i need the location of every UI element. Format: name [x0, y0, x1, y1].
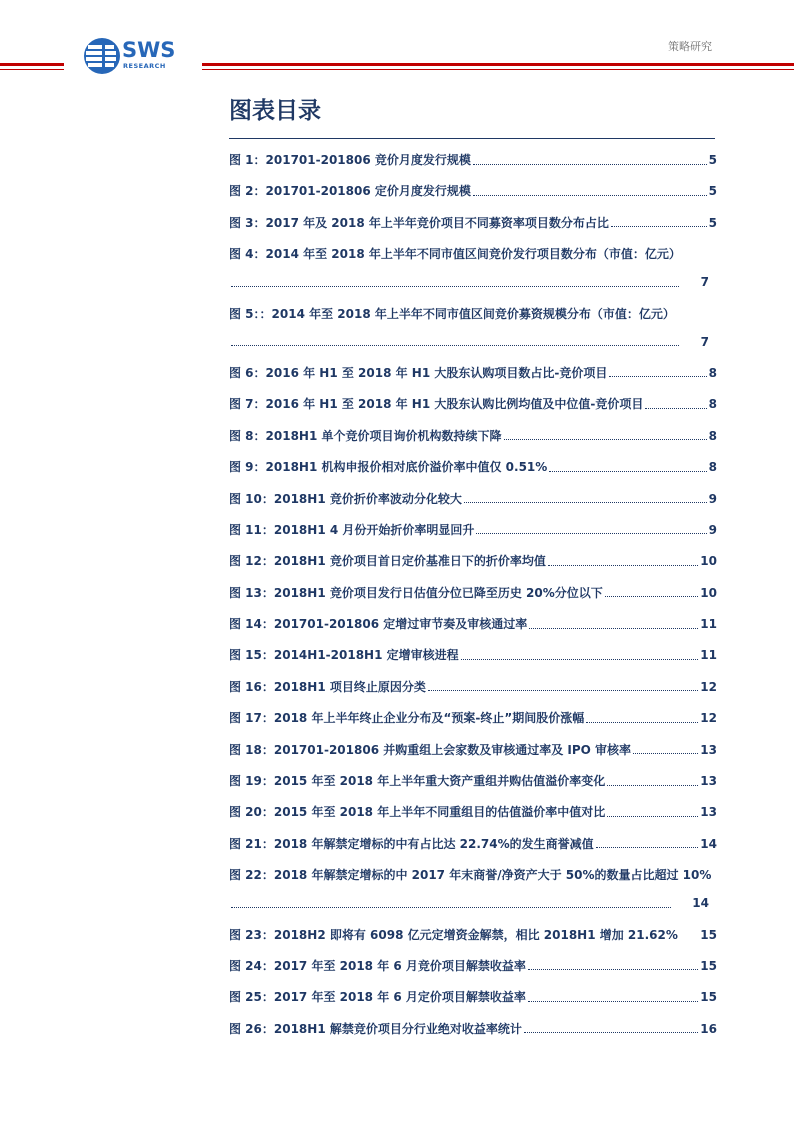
header-rule-right-thin: [202, 69, 794, 70]
toc-entry[interactable]: [229, 867, 717, 911]
toc-entry[interactable]: [229, 553, 717, 569]
header-rule-left-thin: [0, 69, 64, 70]
toc-entry[interactable]: [229, 958, 717, 974]
toc-entry-page: 8: [708, 460, 717, 475]
toc-leader-dots: [633, 753, 698, 754]
toc-entry-label: 图 13：2018H1 竞价项目发行日估值分位已降至历史 20%分位以下: [229, 585, 603, 600]
toc-leader-dots: [586, 722, 698, 723]
toc-entry[interactable]: [229, 428, 717, 444]
toc-entry[interactable]: [229, 585, 717, 601]
toc-leader-dots: [473, 195, 707, 196]
toc-leader-dots: [609, 376, 706, 377]
toc-leader-dots: [548, 565, 698, 566]
toc-entry[interactable]: [229, 522, 717, 538]
toc-entry-page: 9: [708, 491, 717, 506]
toc-entry-page: 5: [708, 184, 717, 199]
toc-leader-dots: [428, 690, 698, 691]
toc-entry-label: 图 25：2017 年至 2018 年 6 月定价项目解禁收益率: [229, 990, 526, 1005]
toc-entry-label: 图 22：2018 年解禁定增标的中 2017 年末商誉/净资产大于 50%的数量占比超过 10%: [229, 868, 712, 883]
toc-entry[interactable]: [229, 152, 717, 168]
toc-entry[interactable]: [229, 773, 717, 789]
toc-entry[interactable]: [229, 306, 717, 350]
logo-subtext: RESEARCH: [123, 62, 166, 70]
toc-leader-dots: [607, 816, 698, 817]
toc-entry[interactable]: [229, 183, 717, 199]
page-title: 图表目录: [229, 98, 321, 124]
toc-entry-label: 图 1：201701-201806 竞价月度发行规模: [229, 153, 471, 167]
toc-entry[interactable]: [229, 836, 717, 852]
toc-entry[interactable]: [229, 491, 717, 507]
toc-entry-page: 8: [708, 397, 717, 412]
toc-leader-dots: [528, 969, 698, 970]
toc-entry[interactable]: [229, 616, 717, 632]
toc-entry-label: 图 24：2017 年至 2018 年 6 月竞价项目解禁收益率: [229, 958, 526, 973]
toc-entry[interactable]: [229, 647, 717, 663]
header-rule-left-thick: [0, 63, 64, 66]
toc-entry-page: 13: [700, 774, 717, 789]
toc-leader-dots: [611, 226, 707, 227]
toc-entry[interactable]: [229, 459, 717, 475]
toc-entry-label: 图 10：2018H1 竞价折价率波动分化较大: [229, 491, 462, 506]
toc-entry-page: 5: [708, 215, 717, 230]
toc-entry-label: 图 7：2016 年 H1 至 2018 年 H1 大股东认购比例均值及中位值-竞价项目: [229, 397, 644, 412]
toc-entry-label: 图 14：201701-201806 定增过审节奏及审核通过率: [229, 617, 528, 632]
toc-leader-dots: [607, 785, 698, 786]
toc-leader-dots: [549, 471, 706, 472]
toc-entry-page: 10: [700, 585, 717, 600]
toc-entry-page: 15: [700, 990, 717, 1005]
toc-entry-page: 14: [700, 836, 717, 851]
toc-entry-page: 9: [708, 522, 717, 537]
toc-entry-label: 图 19：2015 年至 2018 年上半年重大资产重组并购估值溢价率变化: [229, 774, 606, 789]
toc-entry-label: 图 4：2014 年至 2018 年上半年不同市值区间竞价发行项目数分布（市值：亿元）: [229, 247, 681, 262]
toc-entry[interactable]: [229, 679, 717, 695]
toc-leader-dots: [529, 628, 698, 629]
toc-entry-page: 13: [700, 742, 717, 757]
toc-entry-label: 图 3：2017 年及 2018 年上半年竞价项目不同募资率项目数分布占比: [229, 215, 609, 230]
toc-entry[interactable]: [229, 246, 717, 290]
toc-entry-label: 图 9：2018H1 机构申报价相对底价溢价率中值仅 0.51%: [229, 460, 548, 475]
toc-entry-page: 5: [708, 153, 717, 167]
toc-entry-label: 图 2：201701-201806 定价月度发行规模: [229, 184, 471, 199]
section-label: 策略研究: [668, 40, 712, 53]
toc-entry-label: 图 5：：2014 年至 2018 年上半年不同市值区间竞价募资规模分布（市值：亿元）: [229, 306, 675, 321]
toc-entry-page: 14: [692, 896, 709, 911]
toc-entry-label: 图 18：201701-201806 并购重组上会家数及审核通过率及 IPO 审核率: [229, 742, 632, 757]
toc-leader-dots: [464, 502, 707, 503]
toc-entry[interactable]: [229, 742, 717, 758]
toc-entry[interactable]: [229, 365, 717, 381]
toc-leader-dots: [596, 847, 699, 848]
toc-entry-page: 16: [700, 1021, 717, 1036]
toc-entry-label: 图 16：2018H1 项目终止原因分类: [229, 679, 426, 694]
toc-leader-dots: [524, 1032, 698, 1033]
toc-entry-page: 11: [700, 617, 717, 632]
toc-entry[interactable]: [229, 989, 717, 1005]
toc-entry-label: 图 11：2018H1 4 月份开始折价率明显回升: [229, 522, 475, 537]
toc-entry-label: 图 26：2018H1 解禁竞价项目分行业绝对收益率统计: [229, 1021, 522, 1036]
toc-leader-dots: [231, 345, 679, 346]
toc-entry-page: 12: [700, 679, 717, 694]
figure-list: [229, 152, 717, 1052]
toc-entry-label: 图 12：2018H1 竞价项目首日定价基准日下的折价率均值: [229, 554, 546, 569]
toc-entry[interactable]: [229, 396, 717, 412]
toc-entry-page: 7: [700, 334, 709, 349]
toc-entry-label: 图 21：2018 年解禁定增标的中有占比达 22.74%的发生商誉减值: [229, 836, 594, 851]
toc-entry-page: 15: [700, 927, 717, 942]
logo-text: SWS: [122, 38, 176, 62]
toc-leader-dots: [461, 659, 699, 660]
toc-leader-dots: [231, 286, 679, 287]
toc-leader-dots: [231, 907, 671, 908]
toc-entry-page: 10: [700, 554, 717, 569]
toc-entry-label: 图 17：2018 年上半年终止企业分布及“预案-终止”期间股价涨幅: [229, 711, 585, 726]
toc-entry-page: 12: [700, 711, 717, 726]
toc-leader-dots: [504, 439, 707, 440]
toc-entry-page: 15: [700, 958, 717, 973]
toc-entry[interactable]: [229, 215, 717, 231]
toc-entry[interactable]: [229, 927, 717, 943]
toc-entry-page: 7: [700, 275, 709, 290]
toc-leader-dots: [473, 164, 707, 165]
toc-entry-page: 8: [708, 365, 717, 380]
toc-entry-page: 8: [708, 428, 717, 443]
toc-entry-label: 图 23：2018H2 即将有 6098 亿元定增资金解禁，相比 2018H1 增加 21.62%: [229, 927, 678, 942]
toc-entry-page: 13: [700, 805, 717, 820]
sws-logo-mark-icon: [82, 36, 122, 76]
header-rule-right-thick: [202, 63, 794, 66]
toc-entry[interactable]: [229, 1021, 717, 1037]
toc-leader-dots: [528, 1001, 698, 1002]
toc-leader-dots: [605, 596, 699, 597]
toc-entry-label: 图 15：2014H1-2018H1 定增审核进程: [229, 648, 459, 663]
toc-entry-label: 图 8：2018H1 单个竞价项目询价机构数持续下降: [229, 428, 502, 443]
toc-entry-label: 图 6：2016 年 H1 至 2018 年 H1 大股东认购项目数占比-竞价项目: [229, 365, 608, 380]
sws-logo: [82, 36, 192, 76]
toc-entry-label: 图 20：2015 年至 2018 年上半年不同重组目的估值溢价率中值对比: [229, 805, 606, 820]
toc-entry[interactable]: [229, 804, 717, 820]
toc-leader-dots: [645, 408, 706, 409]
toc-entry-page: 11: [700, 648, 717, 663]
toc-entry[interactable]: [229, 710, 717, 726]
toc-leader-dots: [476, 533, 706, 534]
title-divider: [229, 138, 715, 139]
